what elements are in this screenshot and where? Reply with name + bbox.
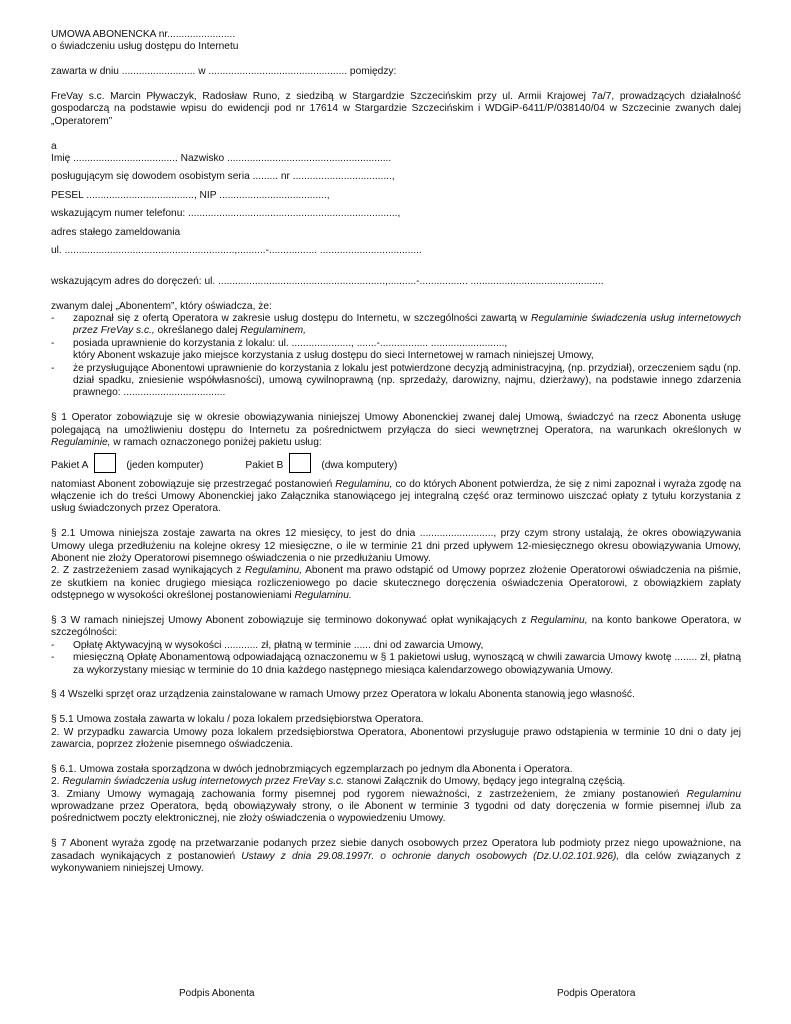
- operator-signature-label: Podpis Operatora: [557, 988, 636, 999]
- section-6-paragraph-1: § 6.1. Umowa została sporządzona w dwóch jednobrzmiących egzemplarzach po jednym dla Abonenta i Operatora.: [51, 763, 573, 775]
- section-5-paragraph-2: 2. W przypadku zawarcia Umowy poza lokalem przedsiębiorstwa Operatora, Abonentowi przysługuje prawo odstąpienia w terminie 10 dni o daty jej zawarcia, poprzez złożenie pisemnego oświadczenia.: [51, 726, 741, 750]
- section-7-paragraph: § 7 Abonent wyraża zgodę na przetwarzanie podanych przez siebie danych osobowych przez Operatora lub podmioty przez niego upoważnione, na zasadach wynikających z postanowień Ustawy z dnia 29.08.1997r. o ochronie danych osobowych (Dz.U.02.101.926), dla celów związanych z wykonywaniem niniejszej Umowy.: [51, 838, 742, 874]
- declaration-item: - że przysługujące Abonentowi uprawnienie do korzystania z lokalu jest potwierdzone decyzją administracyjną, (np. przydział), orzeczeniem sądu (np. dział spadku, zniesienie współwłasności), umową cywilnoprawną (np. sprzedaży, darowizny, najmu, dzierżawy), na podstawie innego zdarzenia prawnego: ....................................: [51, 362, 741, 399]
- fee-item: - Opłatę Aktywacyjną w wysokości ............ zł, płatną w terminie ...... dni od zawarcia Umowy,: [51, 639, 484, 651]
- package-selection: [51, 453, 741, 473]
- document-title: UMOWA ABONENCKA nr........................: [51, 29, 236, 40]
- package-a-checkbox[interactable]: [94, 453, 116, 473]
- section-5-paragraph-1: § 5.1 Umowa została zawarta w lokalu / poza lokalem przedsiębiorstwa Operatora.: [51, 714, 424, 726]
- document-subtitle: o świadczeniu usług dostępu do Internetu: [51, 41, 239, 53]
- package-b-label: Pakiet B: [245, 459, 284, 471]
- section-4-paragraph: § 4 Wszelki sprzęt oraz urządzenia zainstalowane w ramach Umowy przez Operatora w lokalu Abonenta stanowią jego własność.: [51, 689, 635, 701]
- operator-paragraph: FreVay s.c. Marcin Pływaczyk, Radosław Runo, z siedzibą w Stargardzie Szczecińskim przy ul. Armii Krajowej 7a/7, prowadzących działalność gospodarczą na podstawie wpisu do ewidencji pod nr 17614 w Stargardzie Szczecińskim i WDGiP-6411/P/038140/04 w Szczecinie zwanych dalej „Operatorem”: [51, 91, 741, 127]
- address-field-line: ul. ............................................................,..........-................. ....................................: [51, 245, 422, 257]
- declaration-item-continuation: który Abonent wskazuje jako miejsce korzystania z usług dostępu do sieci Internetowej w ramach niniejszej Umowy,: [73, 350, 594, 362]
- section-2-paragraph-1: § 2.1 Umowa niniejsza zostaje zawarta na okres 12 miesięcy, to jest do dnia .........................., przy czym strony ustalają, że okres obowiązywania Umowy ulega przedłużeniu na kolejne okresy 12 miesięczne, o ile w terminie 21 dni przed upływem 12-miesięcznego okresu obowiązywania Umowy, Abonent nie złoży Operatorowi pisemnego oświadczenia o nie przedłużaniu Umowy.: [51, 528, 741, 564]
- package-b-checkbox[interactable]: [289, 453, 311, 473]
- package-b-description: (dwa komputery): [321, 459, 398, 471]
- fee-item: - miesięczną Opłatę Abonamentową odpowiadającą oznaczonemu w § 1 pakietowi usług, wynoszącą w chwili zawarcia Umowy kwotę ........ zł, płatną za wykorzystany miesiąc w terminie do 10 dnia każdego następnego miesiąca kalendarzowego obowiązywania Umowy.: [51, 652, 741, 676]
- subscriber-signature-label: Podpis Abonenta: [179, 988, 255, 999]
- declaration-item: - zapoznał się z ofertą Operatora w zakresie usług dostępu do Internetu, w szczególności zawartą w Regulaminie świadczenia usług internetowych przez FreVay s.c., określanego dalej Regulaminem,: [51, 313, 741, 337]
- address-label: adres stałego zameldowania: [51, 226, 181, 238]
- section-6-paragraph-2: 2. Regulamin świadczenia usług internetowych przez FreVay s.c. stanowi Załącznik do Umowy, będący jego integralną częścią.: [51, 776, 626, 788]
- section-3-paragraph: § 3 W ramach niniejszej Umowy Abonent zobowiązuje się terminowo dokonywać opłat wynikających z Regulaminu, na konto bankowe Operatora, w szczególności:: [51, 614, 741, 639]
- pesel-nip-field-line: PESEL ......................................, NIP ......................................,: [51, 189, 330, 201]
- declaration-intro: zwanym dalej „Abonentem”, który oświadcza, że:: [51, 300, 272, 312]
- section-1-obligations: natomiast Abonent zobowiązuje się przestrzegać postanowień Regulaminu, co do których Abonent potwierdza, że się z nimi zapoznał i wyraża zgodę na włączenie ich do treści Umowy Abonenckiej jako Załącznika stanowiącego jej integralną część oraz terminowo uiszczać opłaty z tytułu korzystania z usług świadczonych przez Operatora.: [51, 478, 741, 515]
- package-a-description: (jeden komputer): [126, 459, 204, 471]
- declaration-item: - posiada uprawnienie do korzystania z lokalu: ul. ....................., .......-................. ..........................,: [51, 337, 508, 349]
- delivery-address-field-line: wskazującym adres do doręczeń: ul. ...........................................................,..........-................. ...............................................: [51, 275, 604, 287]
- section-1-paragraph: § 1 Operator zobowiązuje się w okresie obowiązywania niniejszej Umowy Abonenckiej zwanej dalej Umową, świadczyć na rzecz Abonenta usługę polegającą na umożliwieniu dostępu do Internetu za pośrednictwem przyłącza do sieci wewnętrznej Operatora, na warunkach określonych w Regulaminie, w ramach oznaczonego poniżej pakietu usług:: [51, 412, 741, 449]
- contract-date-line: zawarta w dniu .......................... w ................................................. pomiędzy:: [51, 66, 397, 78]
- conjunction-a: a: [51, 140, 57, 152]
- phone-field-line: wskazującym numer telefonu: ..........................................................................,: [51, 208, 401, 220]
- section-2-paragraph-2: 2. Z zastrzeżeniem zasad wynikających z Regulaminu, Abonent ma prawo odstąpić od Umowy poprzez złożenie Operatorowi oświadczenia na piśmie, ze skutkiem na koniec drugiego miesiąca rozliczeniowego po dacie skutecznego doręczenia oświadczenia Operatorowi, z obowiązkiem zapłaty odstępnego w wysokości określonej postanowieniami Regulaminu.: [51, 565, 741, 602]
- contract-document: [51, 29, 741, 875]
- id-card-field-line: posługującym się dowodem osobistym seria ......... nr ...................................,: [51, 171, 395, 183]
- package-a-label: Pakiet A: [51, 459, 89, 471]
- name-field-line: Imię ..................................... Nazwisko ..........................................................: [51, 153, 392, 165]
- section-6-paragraph-3: 3. Zmiany Umowy wymagają zachowania formy pisemnej pod rygorem nieważności, z zastrzeżeniem, że zmiany postanowień Regulaminu wprowadzane przez Operatora, będą obowiązywały strony, o ile Abonent w terminie 3 tygodni od daty doręczenia w formie pisemnej i/lub za pośrednictwem poczty elektronicznej, nie złoży oświadczenia o wypowiedzeniu Umowy.: [51, 788, 741, 825]
